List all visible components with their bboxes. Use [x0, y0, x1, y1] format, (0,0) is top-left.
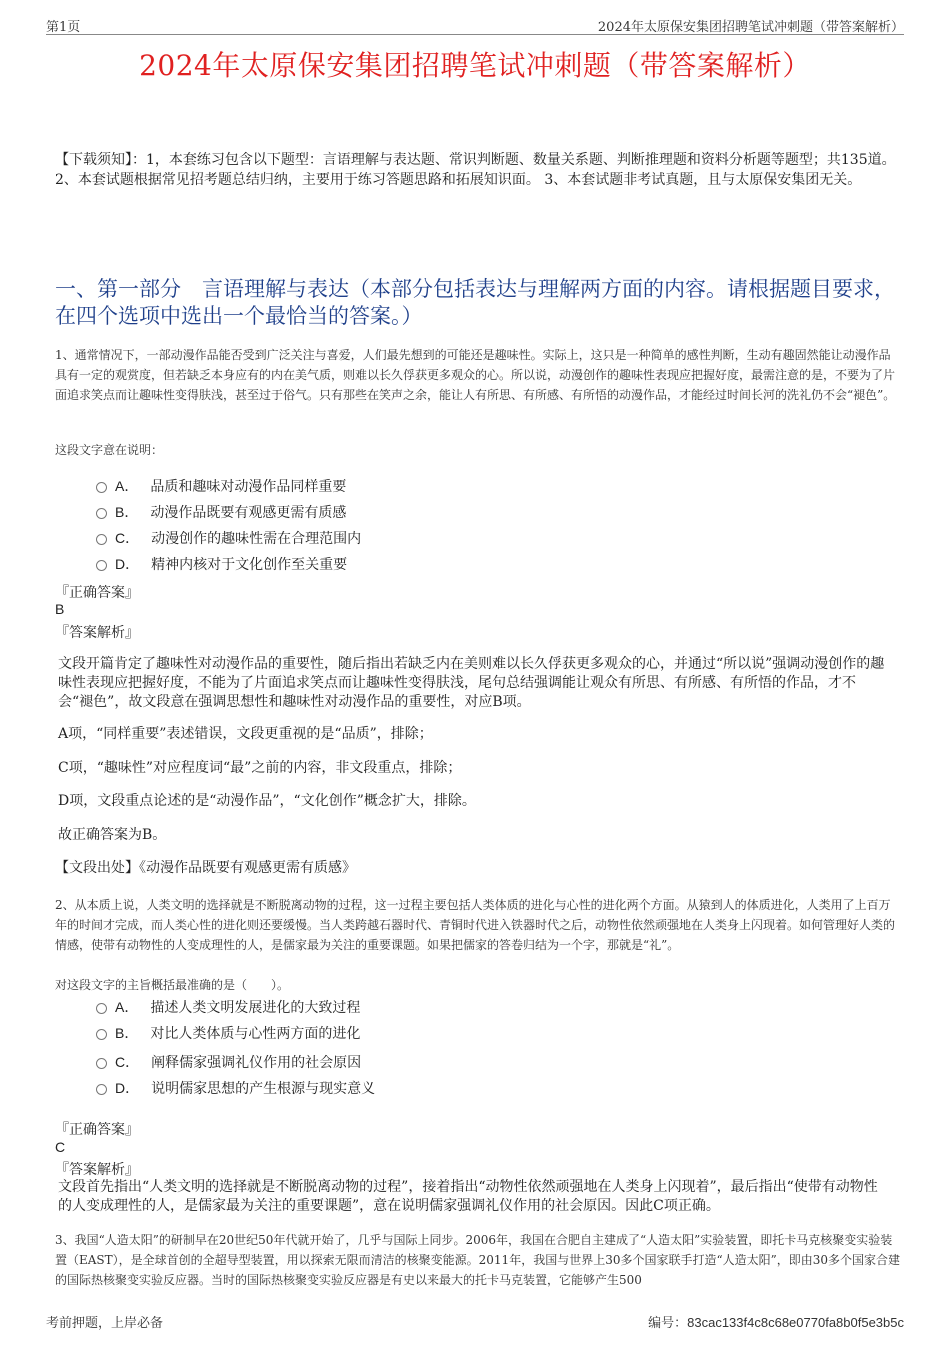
- footer-slogan: 考前押题，上岸必备: [46, 1316, 164, 1331]
- q1-analysis-label: 『答案解析』: [55, 625, 139, 641]
- section-heading: 一、第一部分 言语理解与表达（本部分包括表达与理解两方面的内容。请根据题目要求，在四个选项中选出一个最恰当的答案。）: [55, 277, 895, 328]
- q1-analysis-main: 文段开篇肯定了趣味性对动漫作品的重要性，随后指出若缺乏内在美则难以长久俘获更多观众的心，并通过“所以说”强调动漫创作的趣味性表现应把握好度，不能为了片面追求笑点而让趣味性变得肤浅，尾句总结强调能让观众有所思、有所感、有所悟的作品，才不会“褪色”，故文段意在强调思想性和趣味性对动漫作品的重要性，对应B项。: [58, 656, 885, 710]
- header-doc-title: 2024年太原保安集团招聘笔试冲刺题（带答案解析）: [597, 20, 904, 35]
- q1-analysis-a: A项，“同样重要”表述错误，文段更重视的是“品质”，排除；: [58, 726, 433, 742]
- radio-icon[interactable]: [96, 1058, 107, 1069]
- q1-option-d[interactable]: D． 精神内核对于文化创作至关重要: [96, 554, 347, 574]
- q1-analysis-c: C项，“趣味性”对应程度词“最”之前的内容，非文段重点，排除；: [58, 760, 462, 776]
- q3-stem: 3、我国“人造太阳”的研制早在20世纪50年代就开始了，几乎与国际上同步。2006年，我国在合肥自主建成了“人造太阳”实验装置，即托卡马克核聚变实验装置（EAST），是全球首创的全超导型装置，用以探索无限而清洁的核聚变能源。2011年，我国与世界上30多个国家联手打造“人造太阳”，即由30多个国家合建的国际热核聚变实验反应器。当时的国际热核聚变实验反应器是有史以来最大的托卡马克装置，它能够产生500: [55, 1233, 901, 1287]
- q2-option-c[interactable]: C． 阐释儒家强调礼仪作用的社会原因: [96, 1052, 361, 1072]
- q2-answer-label: 『正确答案』: [55, 1122, 139, 1138]
- q1-answer-label: 『正确答案』: [55, 585, 139, 601]
- q2-option-b[interactable]: B． 对比人类体质与心性两方面的进化: [96, 1023, 360, 1043]
- q2-option-d[interactable]: D． 说明儒家思想的产生根源与现实意义: [96, 1078, 375, 1098]
- radio-icon[interactable]: [96, 508, 107, 519]
- q2-option-a[interactable]: A． 描述人类文明发展进化的大致过程: [96, 997, 360, 1017]
- page-header: [46, 14, 904, 35]
- radio-icon[interactable]: [96, 534, 107, 545]
- q2-stem: 2、从本质上说，人类文明的选择就是不断脱离动物的过程，这一过程主要包括人类体质的进化与心性的进化两个方面。从猿到人的体质进化，人类用了上百万年的时间才完成，而人类心性的进化则还要缓慢。当人类跨越石器时代、青铜时代进入铁器时代之后，动物性依然顽强地在人类身上闪现着。如何管理好人类的情感，使带有动物性的人变成理性的人，是儒家最为关注的重要课题。如果把儒家的答卷归结为一个字，那就是“礼”。: [55, 898, 896, 952]
- q2-question: 对这段文字的主旨概括最准确的是（ ）。: [55, 978, 290, 992]
- q1-stem: 1、通常情况下，一部动漫作品能否受到广泛关注与喜爱，人们最先想到的可能还是趣味性。实际上，这只是一种简单的感性判断，生动有趣固然能让动漫作品具有一定的观赏度，但若缺乏本身应有的内在美气质，则难以长久俘获更多观众的心。所以说，动漫创作的趣味性表现应把握好度，最需注意的是，不要为了片面追求笑点而让趣味性变得肤浅，甚至过于俗气。只有那些在笑声之余，能让人有所思、有所感、有所悟的动漫作品，才能经过时间长河的洗礼仍不会“褪色”。: [55, 348, 896, 402]
- footer-code: 编号：83cac133f4c8c68e0770fa8b0f5e3b5c: [648, 1315, 904, 1331]
- q1-option-c[interactable]: C． 动漫创作的趣味性需在合理范围内: [96, 528, 361, 548]
- q1-option-a[interactable]: A． 品质和趣味对动漫作品同样重要: [96, 476, 346, 496]
- q1-answer: B: [55, 601, 65, 617]
- radio-icon[interactable]: [96, 1003, 107, 1014]
- q1-question: 这段文字意在说明：: [55, 443, 164, 457]
- radio-icon[interactable]: [96, 1029, 107, 1040]
- radio-icon[interactable]: [96, 560, 107, 571]
- page-number: 第1页: [46, 20, 81, 35]
- q2-answer: C: [55, 1139, 66, 1155]
- q1-source: 【文段出处】《动漫作品既要有观感更需有质感》: [55, 860, 356, 876]
- radio-icon[interactable]: [96, 1084, 107, 1095]
- q1-analysis-d: D项，文段重点论述的是“动漫作品”，“文化创作”概念扩大，排除。: [58, 793, 476, 809]
- q2-analysis-label: 『答案解析』: [55, 1162, 139, 1178]
- q2-analysis: 文段首先指出“人类文明的选择就是不断脱离动物的过程”，接着指出“动物性依然顽强地在人类身上闪现着”，最后指出“使带有动物性的人变成理性的人，是儒家最为关注的重要课题”，意在说明儒家强调礼仪作用的社会原因。因此C项正确。: [58, 1179, 878, 1214]
- q1-analysis-conclusion: 故正确答案为B。: [58, 827, 167, 843]
- radio-icon[interactable]: [96, 482, 107, 493]
- page-title: 2024年太原保安集团招聘笔试冲刺题（带答案解析）: [139, 49, 811, 82]
- q1-option-b[interactable]: B． 动漫作品既要有观感更需有质感: [96, 502, 346, 522]
- download-notice: 【下载须知】：1，本套练习包含以下题型：言语理解与表达题、常识判断题、数量关系题、判断推理题和资料分析题等题型；共135道。 2、本套试题根据常见招考题总结归纳，主要用于练习答题思路和拓展知识面。 3、本套试题非考试真题，且与太原保安集团无关。: [55, 152, 896, 188]
